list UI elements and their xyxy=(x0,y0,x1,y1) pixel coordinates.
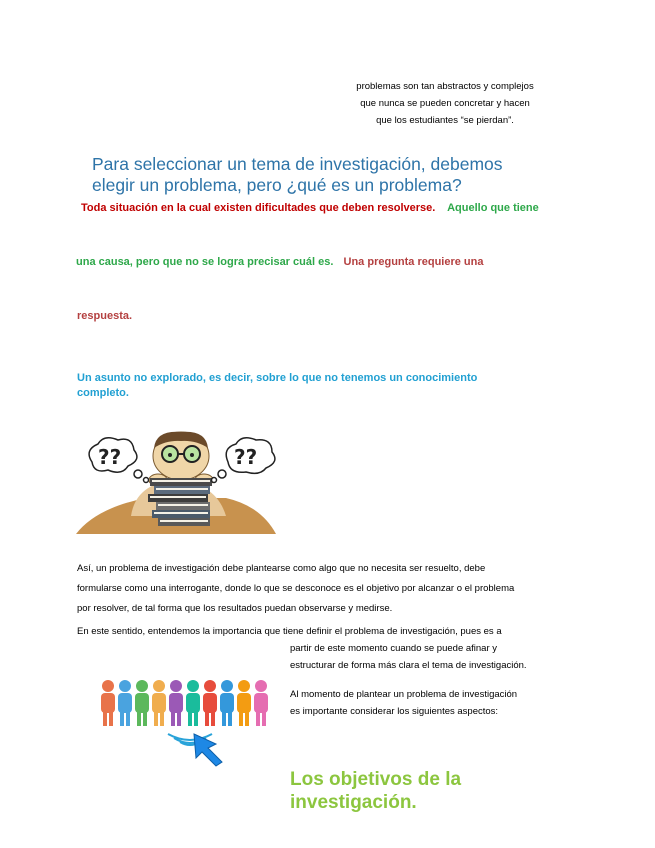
thinking-student-illustration xyxy=(76,428,281,536)
svg-text:??: ?? xyxy=(98,445,122,469)
intro-line-3: que los estudiantes “se pierdan”. xyxy=(376,115,514,126)
definition-2-end: una causa, pero que no se logra precisar cuál es. xyxy=(76,256,334,268)
heading-line-1: Para seleccionar un tema de investigación, debemos xyxy=(92,154,503,174)
section-heading xyxy=(92,154,503,196)
definition-2-start: Aquello que tiene xyxy=(447,202,539,214)
intro-line-2: que nunca se pueden concretar y hacen xyxy=(360,98,530,109)
definition-3-start: Una pregunta requiere una xyxy=(343,256,484,268)
paragraph-1-line-3: por resolver, de tal forma que los resultados puedan observarse y medirse. xyxy=(77,603,393,614)
paragraph-1-line-1: Así, un problema de investigación debe plantearse como algo que no necesita ser resuelto, debe xyxy=(77,563,486,574)
objectives-line-1: Los objetivos de la xyxy=(290,769,462,790)
definition-row-2 xyxy=(76,256,484,268)
paragraph-2-line-3: estructurar de forma más clara el tema de investigación. xyxy=(290,660,527,671)
svg-text:??: ?? xyxy=(234,445,258,469)
paragraph-1-line-2: formularse como una interrogante, donde lo que se desconoce es el objetivo por alcanzar o el problema xyxy=(77,583,515,594)
definition-1: Toda situación en la cual existen dificultades que deben resolverse. xyxy=(81,202,436,214)
people-group-illustration xyxy=(98,676,280,770)
intro-line-1: problemas son tan abstractos y complejos xyxy=(356,81,534,92)
paragraph-2-line-2: partir de este momento cuando se puede afinar y xyxy=(290,643,498,654)
paragraph-1 xyxy=(77,559,514,619)
paragraph-2-line-1: En este sentido, entendemos la importancia que tiene definir el problema de investigación, pues es a xyxy=(77,626,502,637)
objectives-heading xyxy=(290,768,461,814)
definition-4 xyxy=(77,371,477,401)
definition-4-line-2: completo. xyxy=(77,387,129,399)
heading-line-2: elegir un problema, pero ¿qué es un problema? xyxy=(92,175,462,195)
definition-row-1 xyxy=(81,202,539,214)
paragraph-3-line-1: Al momento de plantear un problema de investigación xyxy=(290,689,518,700)
definition-3-end: respuesta. xyxy=(77,310,133,322)
paragraph-3-line-2: es importante considerar los siguientes aspectos: xyxy=(290,706,499,717)
intro-text xyxy=(300,78,590,129)
definition-4-line-1: Un asunto no explorado, es decir, sobre lo que no tenemos un conocimiento xyxy=(77,372,478,384)
objectives-line-2: investigación. xyxy=(290,792,417,813)
paragraph-3 xyxy=(290,686,517,720)
